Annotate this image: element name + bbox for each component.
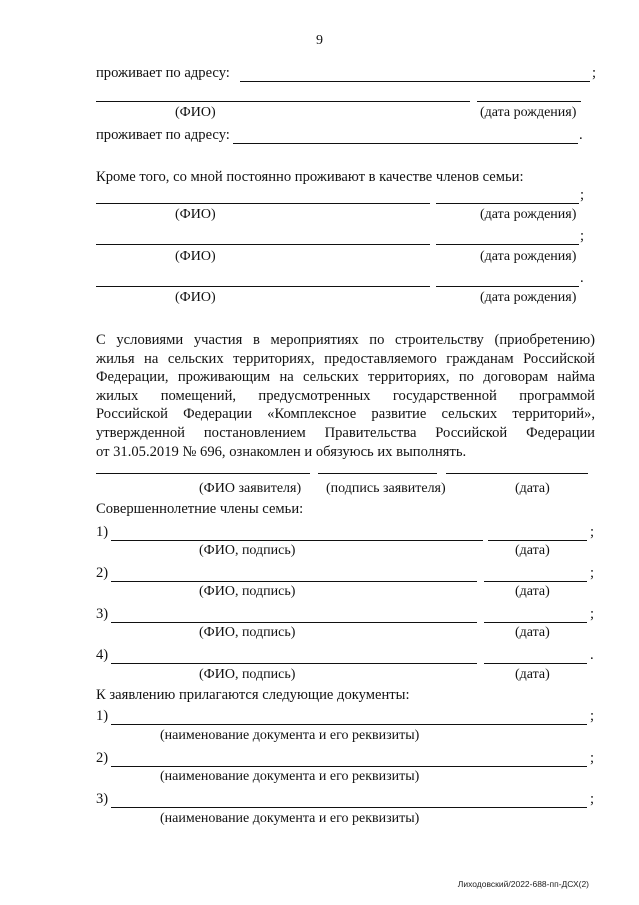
adult-fio-line-3[interactable] [111,622,477,623]
adult-date-caption-1: (дата) [515,543,550,558]
address-line-1[interactable] [240,81,590,82]
family-intro: Кроме того, со мной постоянно проживают в качестве членов семьи: [96,169,524,185]
family-fio-line-3[interactable] [96,286,430,287]
fio-line-top[interactable] [96,101,470,102]
family-dob-caption-1: (дата рождения) [480,207,577,222]
adult-number-1: 1) [96,524,109,540]
adult-fio-line-1[interactable] [111,540,483,541]
adult-end-3: ; [590,606,595,622]
adult-date-caption-3: (дата) [515,625,550,640]
applicant-signature-line[interactable] [318,473,437,474]
applicant-fio-caption: (ФИО заявителя) [199,481,302,496]
document-caption-2: (наименование документа и его реквизиты) [160,769,420,784]
paragraph-line: жилых помещений, предусмотренных государственной программой [96,387,595,404]
family-dob-line-1[interactable] [436,203,579,204]
adult-fio-caption-2: (ФИО, подпись) [199,584,296,599]
paragraph-line: Федерации, проживающим на сельских территориях, по договорам найма [96,369,595,386]
applicant-signature-caption: (подпись заявителя) [326,481,446,496]
family-fio-caption-3: (ФИО) [175,290,216,305]
applicant-fio-line[interactable] [96,473,310,474]
adult-date-line-1[interactable] [488,540,587,541]
paragraph-line: от 31.05.2019 № 696, ознакомлен и обязуюсь их выполнять. [96,443,467,460]
adult-end-2: ; [590,565,595,581]
conditions-paragraph [96,331,595,461]
document-caption-3: (наименование документа и его реквизиты) [160,811,420,826]
lives-at-label-1: проживает по адресу: [96,65,230,81]
family-3-period: . [580,270,584,286]
adult-number-4: 4) [96,647,109,663]
documents-title: К заявлению прилагаются следующие документы: [96,687,410,703]
adult-fio-line-2[interactable] [111,581,477,582]
applicant-date-line[interactable] [446,473,588,474]
adult-date-line-4[interactable] [484,663,587,664]
adult-date-caption-2: (дата) [515,584,550,599]
paragraph-line: Российской Федерации «Комплексное развитие сельских территорий», [96,406,595,423]
adult-end-4: . [590,647,594,663]
fio-caption-top: (ФИО) [175,105,216,120]
lives-at-label-2: проживает по адресу: [96,127,230,143]
adult-date-line-2[interactable] [484,581,587,582]
adult-date-caption-4: (дата) [515,667,550,682]
paragraph-line: С условиями участия в мероприятиях по строительству (приобретению) [96,332,595,348]
document-line-1[interactable] [111,724,587,725]
family-fio-line-2[interactable] [96,244,430,245]
paragraph-line: жилья на сельских территориях, предоставляемого гражданам Российской [96,350,595,367]
document-footer-code: Лиходовский/2022-688-пп-ДСХ(2) [457,879,589,889]
adult-fio-caption-4: (ФИО, подпись) [199,667,296,682]
family-dob-line-2[interactable] [436,244,579,245]
paragraph-line: утвержденной постановлением Правительства Российской Федерации [96,424,595,441]
applicant-date-caption: (дата) [515,481,550,496]
document-caption-1: (наименование документа и его реквизиты) [160,728,420,743]
family-fio-caption-2: (ФИО) [175,249,216,264]
adults-title: Совершеннолетние члены семьи: [96,501,304,517]
family-fio-line-1[interactable] [96,203,430,204]
document-line-3[interactable] [111,807,587,808]
adult-end-1: ; [590,524,595,540]
dob-line-top[interactable] [477,101,581,102]
family-dob-caption-3: (дата рождения) [480,290,577,305]
family-dob-caption-2: (дата рождения) [480,249,577,264]
document-line-2[interactable] [111,766,587,767]
adult-date-line-3[interactable] [484,622,587,623]
family-1-semicolon: ; [580,187,585,203]
document-end-3: ; [590,791,595,807]
document-number-2: 2) [96,750,109,766]
page-number: 9 [316,33,323,48]
document-number-3: 3) [96,791,109,807]
address-line-2[interactable] [233,143,578,144]
document-end-1: ; [590,708,595,724]
address-2-period: . [579,127,583,143]
document-number-1: 1) [96,708,109,724]
adult-fio-line-4[interactable] [111,663,477,664]
family-2-semicolon: ; [580,228,585,244]
family-fio-caption-1: (ФИО) [175,207,216,222]
address-1-semicolon: ; [592,65,597,81]
adult-number-2: 2) [96,565,109,581]
document-end-2: ; [590,750,595,766]
adult-fio-caption-1: (ФИО, подпись) [199,543,296,558]
adult-number-3: 3) [96,606,109,622]
dob-caption-top: (дата рождения) [480,105,577,120]
adult-fio-caption-3: (ФИО, подпись) [199,625,296,640]
family-dob-line-3[interactable] [436,286,579,287]
